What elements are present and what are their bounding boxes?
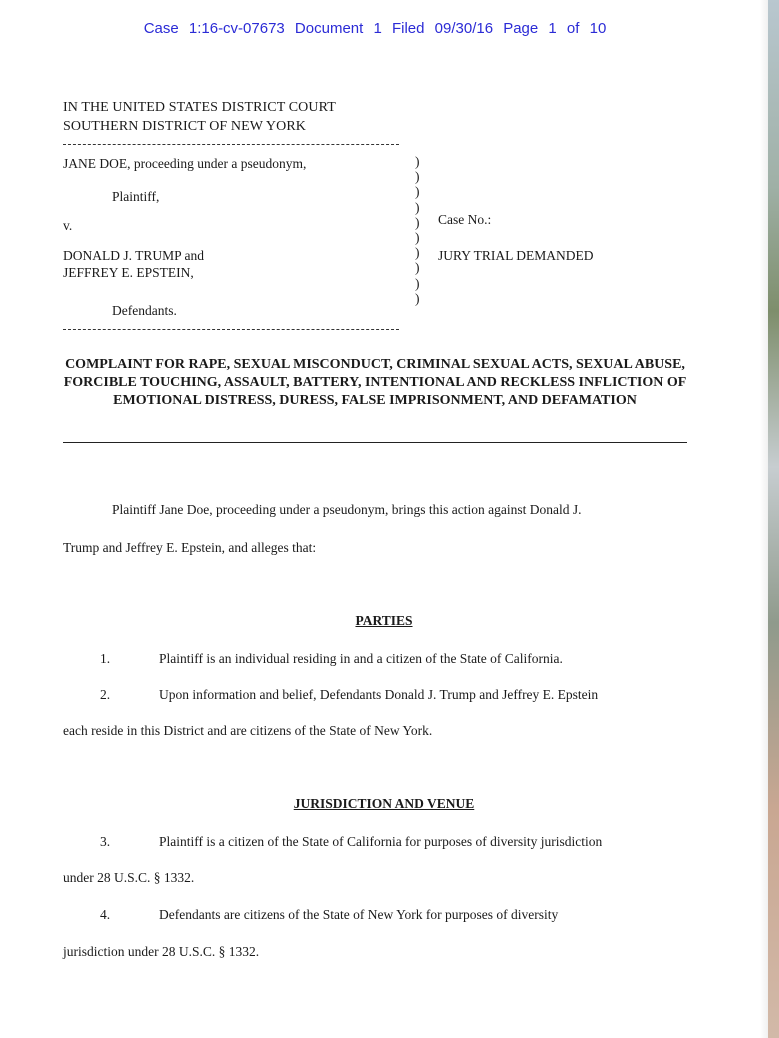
paragraph-4-text: Defendants are citizens of the State of New York for purposes of diversity <box>159 907 559 922</box>
paragraph-3-text: Plaintiff is a citizen of the State of California for purposes of diversity jurisdiction <box>159 834 603 849</box>
paragraph-2-continuation: each reside in this District and are citizens of the State of New York. <box>63 723 433 738</box>
intro-line2: Trump and Jeffrey E. Epstein, and alleges that: <box>63 540 317 555</box>
versus-label: v. <box>63 218 73 233</box>
court-name-line1: IN THE UNITED STATES DISTRICT COURT <box>63 100 336 115</box>
paragraph-3-continuation: under 28 U.S.C. § 1332. <box>63 870 195 885</box>
plaintiff-role: Plaintiff, <box>112 189 160 204</box>
page-edge-shadow <box>760 0 768 1038</box>
paragraph-4-continuation: jurisdiction under 28 U.S.C. § 1332. <box>63 944 260 959</box>
background-photo-edge <box>768 0 779 1038</box>
title-rule <box>63 442 687 443</box>
jury-trial-demand: JURY TRIAL DEMANDED <box>438 248 594 263</box>
defendant-name-line2: JEFFREY E. EPSTEIN, <box>63 265 194 280</box>
defendant-role: Defendants. <box>112 303 177 318</box>
caption-parentheses: ) ) ) ) ) ) ) ) ) ) <box>415 154 420 306</box>
case-header-stamp: Case 1:16-cv-07673 Document 1 Filed 09/30/16 Page 1 of 10 <box>143 20 607 37</box>
caption-bottom-divider <box>63 329 399 330</box>
paragraph-number-2: 2. <box>100 687 111 702</box>
case-number-label: Case No.: <box>438 212 492 227</box>
complaint-title: COMPLAINT FOR RAPE, SEXUAL MISCONDUCT, CRIMINAL SEXUAL ACTS, SEXUAL ABUSE, FORCIBLE TOUCHING, ASSAULT, BATTERY, INTENTIONAL AND RECKLESS INFLICTION OF EMOTIONAL DISTRESS, DURESS, FALSE IMPRISONMENT, AND DEFAMATION <box>63 357 687 408</box>
intro-line1: Plaintiff Jane Doe, proceeding under a pseudonym, brings this action against Donald J. <box>112 502 582 517</box>
plaintiff-name: JANE DOE, proceeding under a pseudonym, <box>63 156 307 171</box>
paragraph-number-3: 3. <box>100 834 111 849</box>
paragraph-1-text: Plaintiff is an individual residing in and a citizen of the State of California. <box>159 651 563 666</box>
court-name-line2: SOUTHERN DISTRICT OF NEW YORK <box>63 119 306 134</box>
caption-top-divider <box>63 144 399 145</box>
paragraph-number-1: 1. <box>100 651 111 666</box>
section-heading-parties: PARTIES <box>355 613 413 628</box>
paragraph-number-4: 4. <box>100 907 111 922</box>
defendant-name-line1: DONALD J. TRUMP and <box>63 248 205 263</box>
paragraph-2-text: Upon information and belief, Defendants Donald J. Trump and Jeffrey E. Epstein <box>159 687 599 702</box>
section-heading-jurisdiction: JURISDICTION AND VENUE <box>293 796 475 811</box>
